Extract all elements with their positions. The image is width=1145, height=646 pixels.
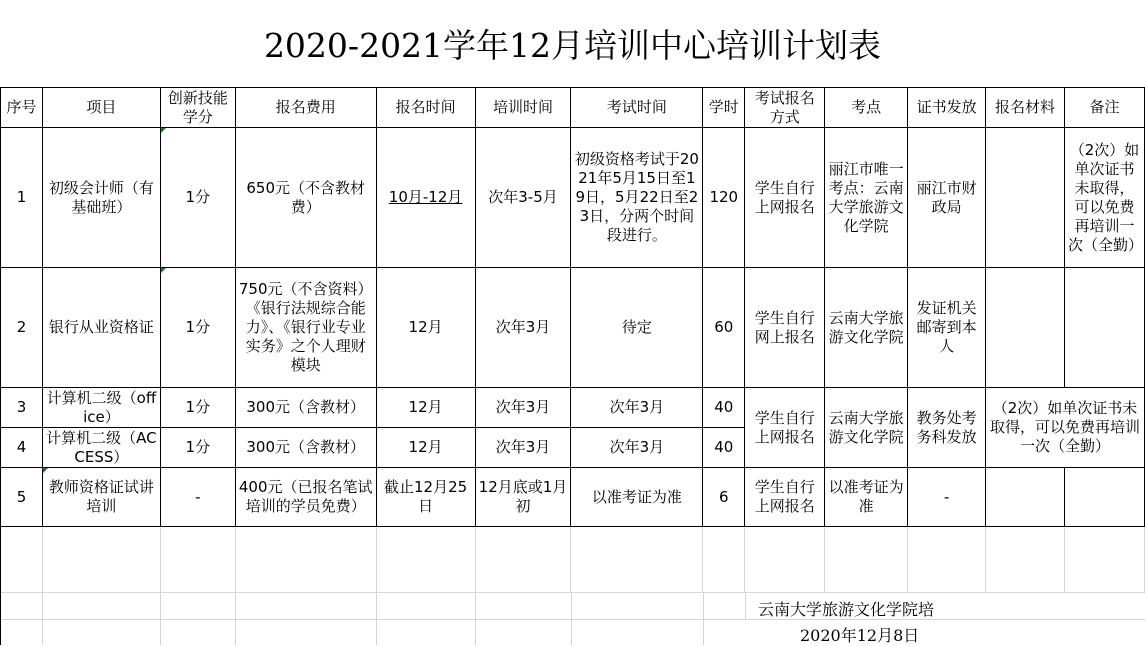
gridline (0, 619, 1145, 620)
empty-cell[interactable] (571, 527, 703, 593)
header-cell[interactable]: 报名时间 (376, 88, 475, 128)
header-cell[interactable]: 培训时间 (475, 88, 571, 128)
cell-train-time[interactable]: 次年3-5月 (475, 128, 571, 268)
empty-cell[interactable] (908, 527, 986, 593)
cell-note[interactable]: （2次）如单次证书未取得，可以免费再培训一次（全勤） (1064, 128, 1144, 268)
empty-cell[interactable] (475, 527, 571, 593)
cell-exam-time[interactable]: 初级资格考试于2021年5月15日至19日，5月22日至23日，分两个时间段进行。 (571, 128, 703, 268)
cell-signup-time[interactable]: 12月 (376, 268, 475, 388)
empty-cell[interactable] (1064, 527, 1144, 593)
gridline (235, 592, 236, 645)
header-cell[interactable]: 证书发放 (908, 88, 986, 128)
cell-exam-time[interactable]: 待定 (571, 268, 703, 388)
cell-hours[interactable]: 60 (703, 268, 745, 388)
header-cell[interactable]: 创新技能学分 (160, 88, 235, 128)
gridline (160, 592, 161, 645)
empty-cell[interactable] (1, 527, 43, 593)
cell-signup-method[interactable]: 学生自行上网报名 (745, 128, 825, 268)
cell-no[interactable]: 2 (1, 268, 43, 388)
cell-item[interactable]: 教师资格证试讲培训 (42, 468, 160, 527)
table-row (1, 128, 1145, 268)
gridline (703, 592, 704, 645)
cell-exam-time[interactable]: 次年3月 (571, 428, 703, 468)
sheet-title: 2020-2021学年12月培训中心培训计划表 (0, 0, 1145, 88)
cell-credit[interactable]: 1分 (160, 428, 235, 468)
gridline (0, 592, 1, 645)
cell-hours[interactable]: 40 (703, 388, 745, 428)
cell-fee[interactable]: 300元（含教材） (235, 388, 376, 428)
header-cell[interactable]: 考试报名方式 (745, 88, 825, 128)
training-plan-table (0, 87, 1145, 593)
cell-item[interactable]: 计算机二级（ACCESS） (42, 428, 160, 468)
cell-no[interactable]: 4 (1, 428, 43, 468)
cell-materials[interactable] (986, 468, 1065, 527)
gridline (42, 592, 43, 645)
cell-signup-method[interactable]: 学生自行网上报名 (745, 268, 825, 388)
cell-cert[interactable]: - (908, 468, 986, 527)
gridline (0, 592, 1145, 593)
cell-no[interactable]: 3 (1, 388, 43, 428)
gridline (745, 592, 746, 619)
cell-signup-method[interactable]: 学生自行上网报名 (745, 468, 825, 527)
cell-fee[interactable]: 300元（含教材） (235, 428, 376, 468)
empty-cell[interactable] (42, 527, 160, 593)
cell-cert[interactable]: 发证机关邮寄到本人 (908, 268, 986, 388)
empty-cell[interactable] (825, 527, 908, 593)
cell-exam-site[interactable]: 丽江市唯一考点：云南大学旅游文化学院 (825, 128, 908, 268)
cell-note[interactable] (1064, 468, 1144, 527)
cell-credit[interactable]: 1分 (160, 388, 235, 428)
cell-credit[interactable]: - (160, 468, 235, 527)
cell-fee[interactable]: 650元（不含教材费） (235, 128, 376, 268)
header-cell[interactable]: 报名费用 (235, 88, 376, 128)
footer-organization: 云南大学旅游文化学院培 (758, 600, 935, 619)
empty-cell[interactable] (160, 527, 235, 593)
cell-item[interactable]: 银行从业资格证 (42, 268, 160, 388)
cell-signup-method[interactable]: 学生自行上网报名 (745, 388, 825, 468)
cell-no[interactable]: 5 (1, 468, 43, 527)
empty-row (1, 527, 1145, 593)
cell-exam-site[interactable]: 云南大学旅游文化学院 (825, 388, 908, 468)
gridline (376, 592, 377, 645)
footer-date: 2020年12月8日 (800, 626, 920, 645)
cell-fee[interactable]: 400元（已报名笔试培训的学员免费） (235, 468, 376, 527)
cell-hours[interactable]: 6 (703, 468, 745, 527)
header-cell[interactable]: 报名材料 (986, 88, 1065, 128)
table-row (1, 388, 1145, 428)
cell-exam-site[interactable]: 云南大学旅游文化学院 (825, 268, 908, 388)
cell-credit[interactable]: 1分 (160, 268, 235, 388)
cell-train-time[interactable]: 次年3月 (475, 388, 571, 428)
cell-no[interactable]: 1 (1, 128, 43, 268)
cell-note[interactable] (1064, 268, 1144, 388)
cell-train-time[interactable]: 次年3月 (475, 268, 571, 388)
cell-signup-time[interactable]: 12月 (376, 388, 475, 428)
cell-signup-time[interactable]: 12月 (376, 428, 475, 468)
header-cell[interactable]: 考点 (825, 88, 908, 128)
cell-signup-time[interactable] (376, 128, 475, 268)
gridline (571, 592, 572, 645)
cell-exam-site[interactable]: 以准考证为准 (825, 468, 908, 527)
header-cell[interactable]: 序号 (1, 88, 43, 128)
cell-signup-time[interactable]: 截止12月25日 (376, 468, 475, 527)
cell-train-time[interactable]: 12月底或1月初 (475, 468, 571, 527)
cell-item[interactable]: 初级会计师（有基础班） (42, 128, 160, 268)
cell-item[interactable]: 计算机二级（office） (42, 388, 160, 428)
cell-cert[interactable]: 教务处考务科发放 (908, 388, 986, 468)
cell-materials[interactable] (986, 268, 1065, 388)
header-cell[interactable]: 学时 (703, 88, 745, 128)
empty-cell[interactable] (235, 527, 376, 593)
table-row (1, 268, 1145, 388)
signup-time-text: 10月-12月 (388, 188, 463, 206)
cell-hours[interactable]: 40 (703, 428, 745, 468)
table-row (1, 468, 1145, 527)
cell-credit[interactable]: 1分 (160, 128, 235, 268)
header-cell[interactable]: 考试时间 (571, 88, 703, 128)
cell-train-time[interactable]: 次年3月 (475, 428, 571, 468)
empty-cell[interactable] (376, 527, 475, 593)
empty-cell[interactable] (703, 527, 745, 593)
empty-cell[interactable] (986, 527, 1065, 593)
cell-hours[interactable]: 120 (703, 128, 745, 268)
header-row (1, 88, 1145, 128)
cell-cert[interactable]: 丽江市财政局 (908, 128, 986, 268)
cell-materials[interactable] (986, 128, 1065, 268)
empty-cell[interactable] (745, 527, 825, 593)
cell-exam-time[interactable]: 次年3月 (571, 388, 703, 428)
cell-fee[interactable]: 750元（不含资料）《银行法规综合能力》、《银行业专业实务》之个人理财模块 (235, 268, 376, 388)
header-cell[interactable]: 备注 (1064, 88, 1144, 128)
cell-note[interactable]: （2次）如单次证书未取得，可以免费再培训一次（全勤） (986, 388, 1145, 468)
header-cell[interactable]: 项目 (42, 88, 160, 128)
gridline (475, 592, 476, 645)
cell-exam-time[interactable]: 以准考证为准 (571, 468, 703, 527)
